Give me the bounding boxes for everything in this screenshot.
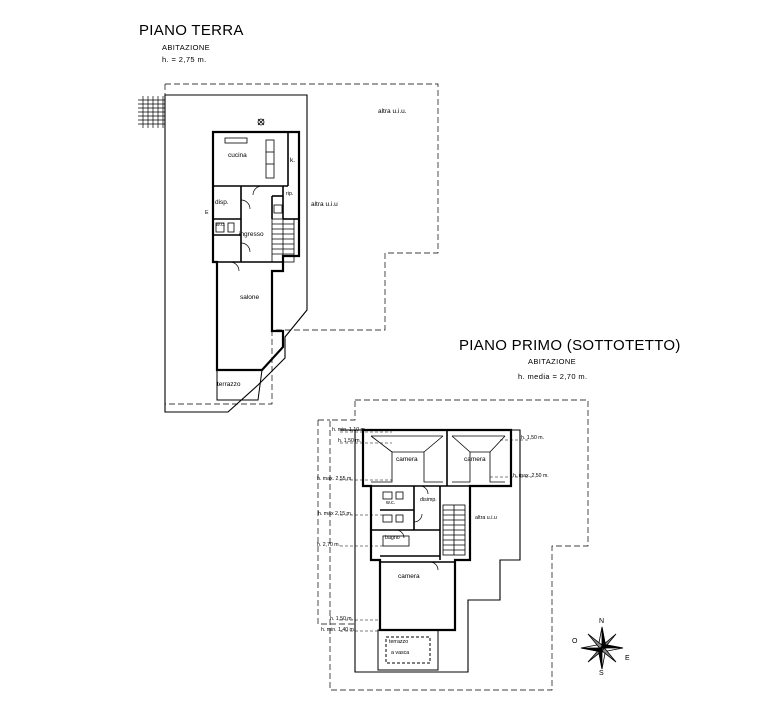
ff-walls-inner bbox=[371, 430, 470, 562]
room-label-rip: rip. bbox=[286, 191, 294, 197]
annotation-altra-uiu-first: altra u.i.u bbox=[475, 515, 497, 521]
gf-door-swings bbox=[230, 186, 262, 271]
dimension-h-min-140: h. min. 1,40 m. bbox=[321, 627, 356, 633]
annotation-altra-uiu-top: altra u.i.u. bbox=[378, 108, 407, 115]
ff-staircase bbox=[443, 505, 465, 555]
first-floor-height-note: h. media = 2,70 m. bbox=[518, 372, 588, 381]
gf-site-outline bbox=[165, 95, 307, 412]
gf-walls-outer bbox=[213, 132, 299, 370]
dimension-h-max-250: h. max. 2,50 m. bbox=[513, 473, 549, 479]
room-label-wc-ground: w.c. bbox=[216, 222, 226, 228]
dimension-h-max-215: h. max 2,15 m. bbox=[318, 511, 353, 517]
dimension-h-150-bottom: h. 1,50 m. bbox=[330, 616, 354, 622]
dimension-h-min-110: h. min. 1,10 m. bbox=[332, 427, 367, 433]
room-label-wc-first: w.c. bbox=[386, 500, 396, 506]
room-label-k: k. bbox=[290, 157, 296, 164]
ff-site-outline bbox=[340, 430, 520, 672]
room-label-camera-1: camera bbox=[396, 456, 418, 463]
room-label-bagno: bagno bbox=[385, 535, 400, 541]
gf-property-boundary bbox=[165, 84, 438, 404]
gf-hatching bbox=[138, 96, 165, 128]
gf-openings bbox=[213, 156, 272, 370]
ff-dimension-leaders bbox=[340, 432, 532, 631]
annotation-e-marker: E bbox=[205, 210, 209, 216]
annotation-altra-uiu-mid: altra u.i.u bbox=[311, 201, 338, 208]
room-label-terrazzo-ground: terrazzo bbox=[217, 381, 241, 388]
ground-floor-title: PIANO TERRA bbox=[139, 22, 244, 39]
ground-floor-height-note: h. = 2,75 m. bbox=[162, 55, 207, 64]
compass-north-label: N bbox=[599, 618, 605, 625]
room-label-terrazzo-line2: a vasca bbox=[391, 650, 410, 656]
compass-west-label: O bbox=[572, 638, 578, 645]
gf-rip-fixtures bbox=[274, 205, 282, 213]
room-label-cucina: cucina bbox=[228, 152, 247, 159]
room-label-disp: disp. bbox=[215, 199, 229, 206]
compass-south-label: S bbox=[599, 670, 604, 677]
compass-east-label: E bbox=[625, 655, 630, 662]
dimension-h-270: h. 2,70 m. bbox=[317, 542, 341, 548]
dimension-h-150-right: h. 1,50 m. bbox=[521, 435, 545, 441]
room-label-camera-3: camera bbox=[398, 573, 420, 580]
gf-kitchen-fixtures bbox=[225, 119, 274, 178]
gf-walls-inner bbox=[213, 132, 299, 262]
ground-floor-subtitle: ABITAZIONE bbox=[162, 43, 211, 52]
first-floor-title: PIANO PRIMO (SOTTOTETTO) bbox=[459, 337, 681, 354]
dimension-h-150-left: h. 1,50 m. bbox=[338, 438, 362, 444]
room-label-ingresso: ingresso bbox=[239, 231, 264, 238]
dimension-h-max-255: h. max. 2,55 m. bbox=[317, 476, 353, 482]
room-label-terrazzo-line1: terrazzo bbox=[389, 639, 409, 645]
first-floor-subtitle: ABITAZIONE bbox=[528, 357, 577, 366]
room-label-disimp: disimp. bbox=[420, 497, 437, 503]
room-label-salone: salone bbox=[240, 294, 260, 301]
compass-rose bbox=[581, 627, 623, 669]
room-label-camera-2: camera bbox=[464, 456, 486, 463]
